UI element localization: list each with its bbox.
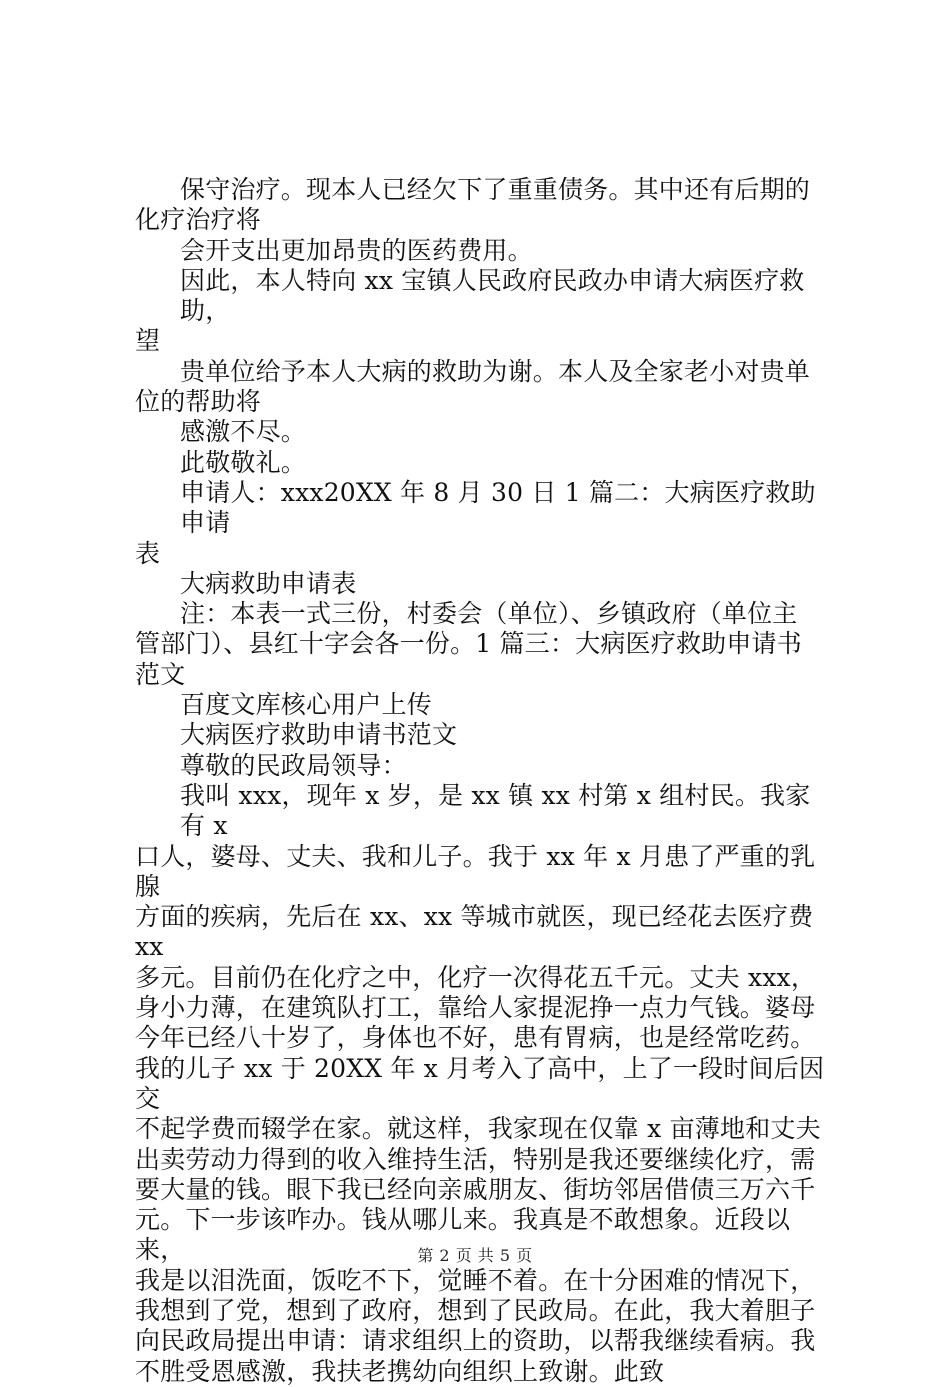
text-line: 我的儿子 xx 于 20XX 年 x 月考入了高中，上了一段时间后因交	[135, 1053, 825, 1113]
text-line: 多元。目前仍在化疗之中，化疗一次得花五千元。丈夫 xxx，	[135, 962, 817, 992]
text-line: 表	[135, 538, 161, 568]
text-line: 向民政局提出申请：请求组织上的资助，以帮我继续看病。我	[135, 1326, 816, 1356]
text-line: 方面的疾病，先后在 xx、xx 等城市就医，现已经花去医疗费 xx	[135, 902, 822, 962]
text-line: 管部门）、县红十字会各一份。1 篇三：大病医疗救助申请书	[135, 629, 802, 659]
text-line: 保守治疗。现本人已经欠下了重重债务。其中还有后期的	[180, 175, 811, 204]
text-line: 位的帮助将	[135, 387, 262, 417]
text-line: 贵单位给予本人大病的救助为谢。本人及全家老小对贵单	[180, 356, 811, 386]
text-line: 此敬敬礼。	[180, 447, 307, 477]
text-line: 望	[135, 326, 161, 356]
text-line: 口人，婆母、丈夫、我和儿子。我于 xx 年 x 月患了严重的乳腺	[135, 841, 816, 901]
text-line: 会开支出更加昂贵的医药费用。	[180, 235, 533, 265]
text-line: 范文	[135, 659, 186, 689]
text-line: 不起学费而辍学在家。就这样，我家现在仅靠 x 亩薄地和丈夫	[135, 1114, 821, 1144]
text-line: 百度文库核心用户上传	[180, 690, 433, 720]
text-line: 因此，本人特向 xx 宝镇人民政府民政办申请大病医疗救助，	[180, 265, 805, 326]
text-line: 感激不尽。	[180, 417, 307, 447]
text-line: 大病救助申请表	[180, 568, 357, 598]
text-line: 大病医疗救助申请书范文	[180, 720, 458, 750]
text-line: 注：本表一式三份，村委会（单位）、乡镇政府（单位主	[180, 599, 798, 629]
text-line: 元。下一步该咋办。钱从哪儿来。我真是不敢想象。近段以来，	[135, 1205, 791, 1265]
text-line: 申请人：xxx20XX 年 8 月 30 日 1 篇二：大病医疗救助申请	[180, 477, 816, 538]
text-line: 要大量的钱。眼下我已经向亲戚朋友、街坊邻居借债三万六千	[135, 1174, 816, 1204]
text-line: 身小力薄，在建筑队打工，靠给人家提泥挣一点力气钱。婆母	[135, 993, 816, 1023]
text-line: 出卖劳动力得到的收入维持生活，特别是我还要继续化疗，需	[135, 1144, 816, 1174]
document-body	[135, 175, 835, 1387]
text-line: 化疗治疗将	[135, 205, 262, 235]
text-line: 尊敬的民政局领导：	[180, 750, 407, 780]
text-line: 不胜受恩感激，我扶老携幼向组织上致谢。此致	[135, 1356, 665, 1386]
page-number-footer: 第 2 页 共 5 页	[417, 1246, 533, 1265]
text-line: 我想到了党，想到了政府，想到了民政局。在此，我大着胆子	[135, 1295, 816, 1325]
text-line: 今年已经八十岁了，身体也不好，患有胃病，也是经常吃药。	[135, 1023, 816, 1053]
text-line: 我是以泪洗面，饭吃不下，觉睡不着。在十分困难的情况下，	[135, 1265, 816, 1295]
text-line: 我叫 xxx，现年 x 岁，是 xx 镇 xx 村第 x 组村民。我家有 x	[180, 780, 811, 841]
